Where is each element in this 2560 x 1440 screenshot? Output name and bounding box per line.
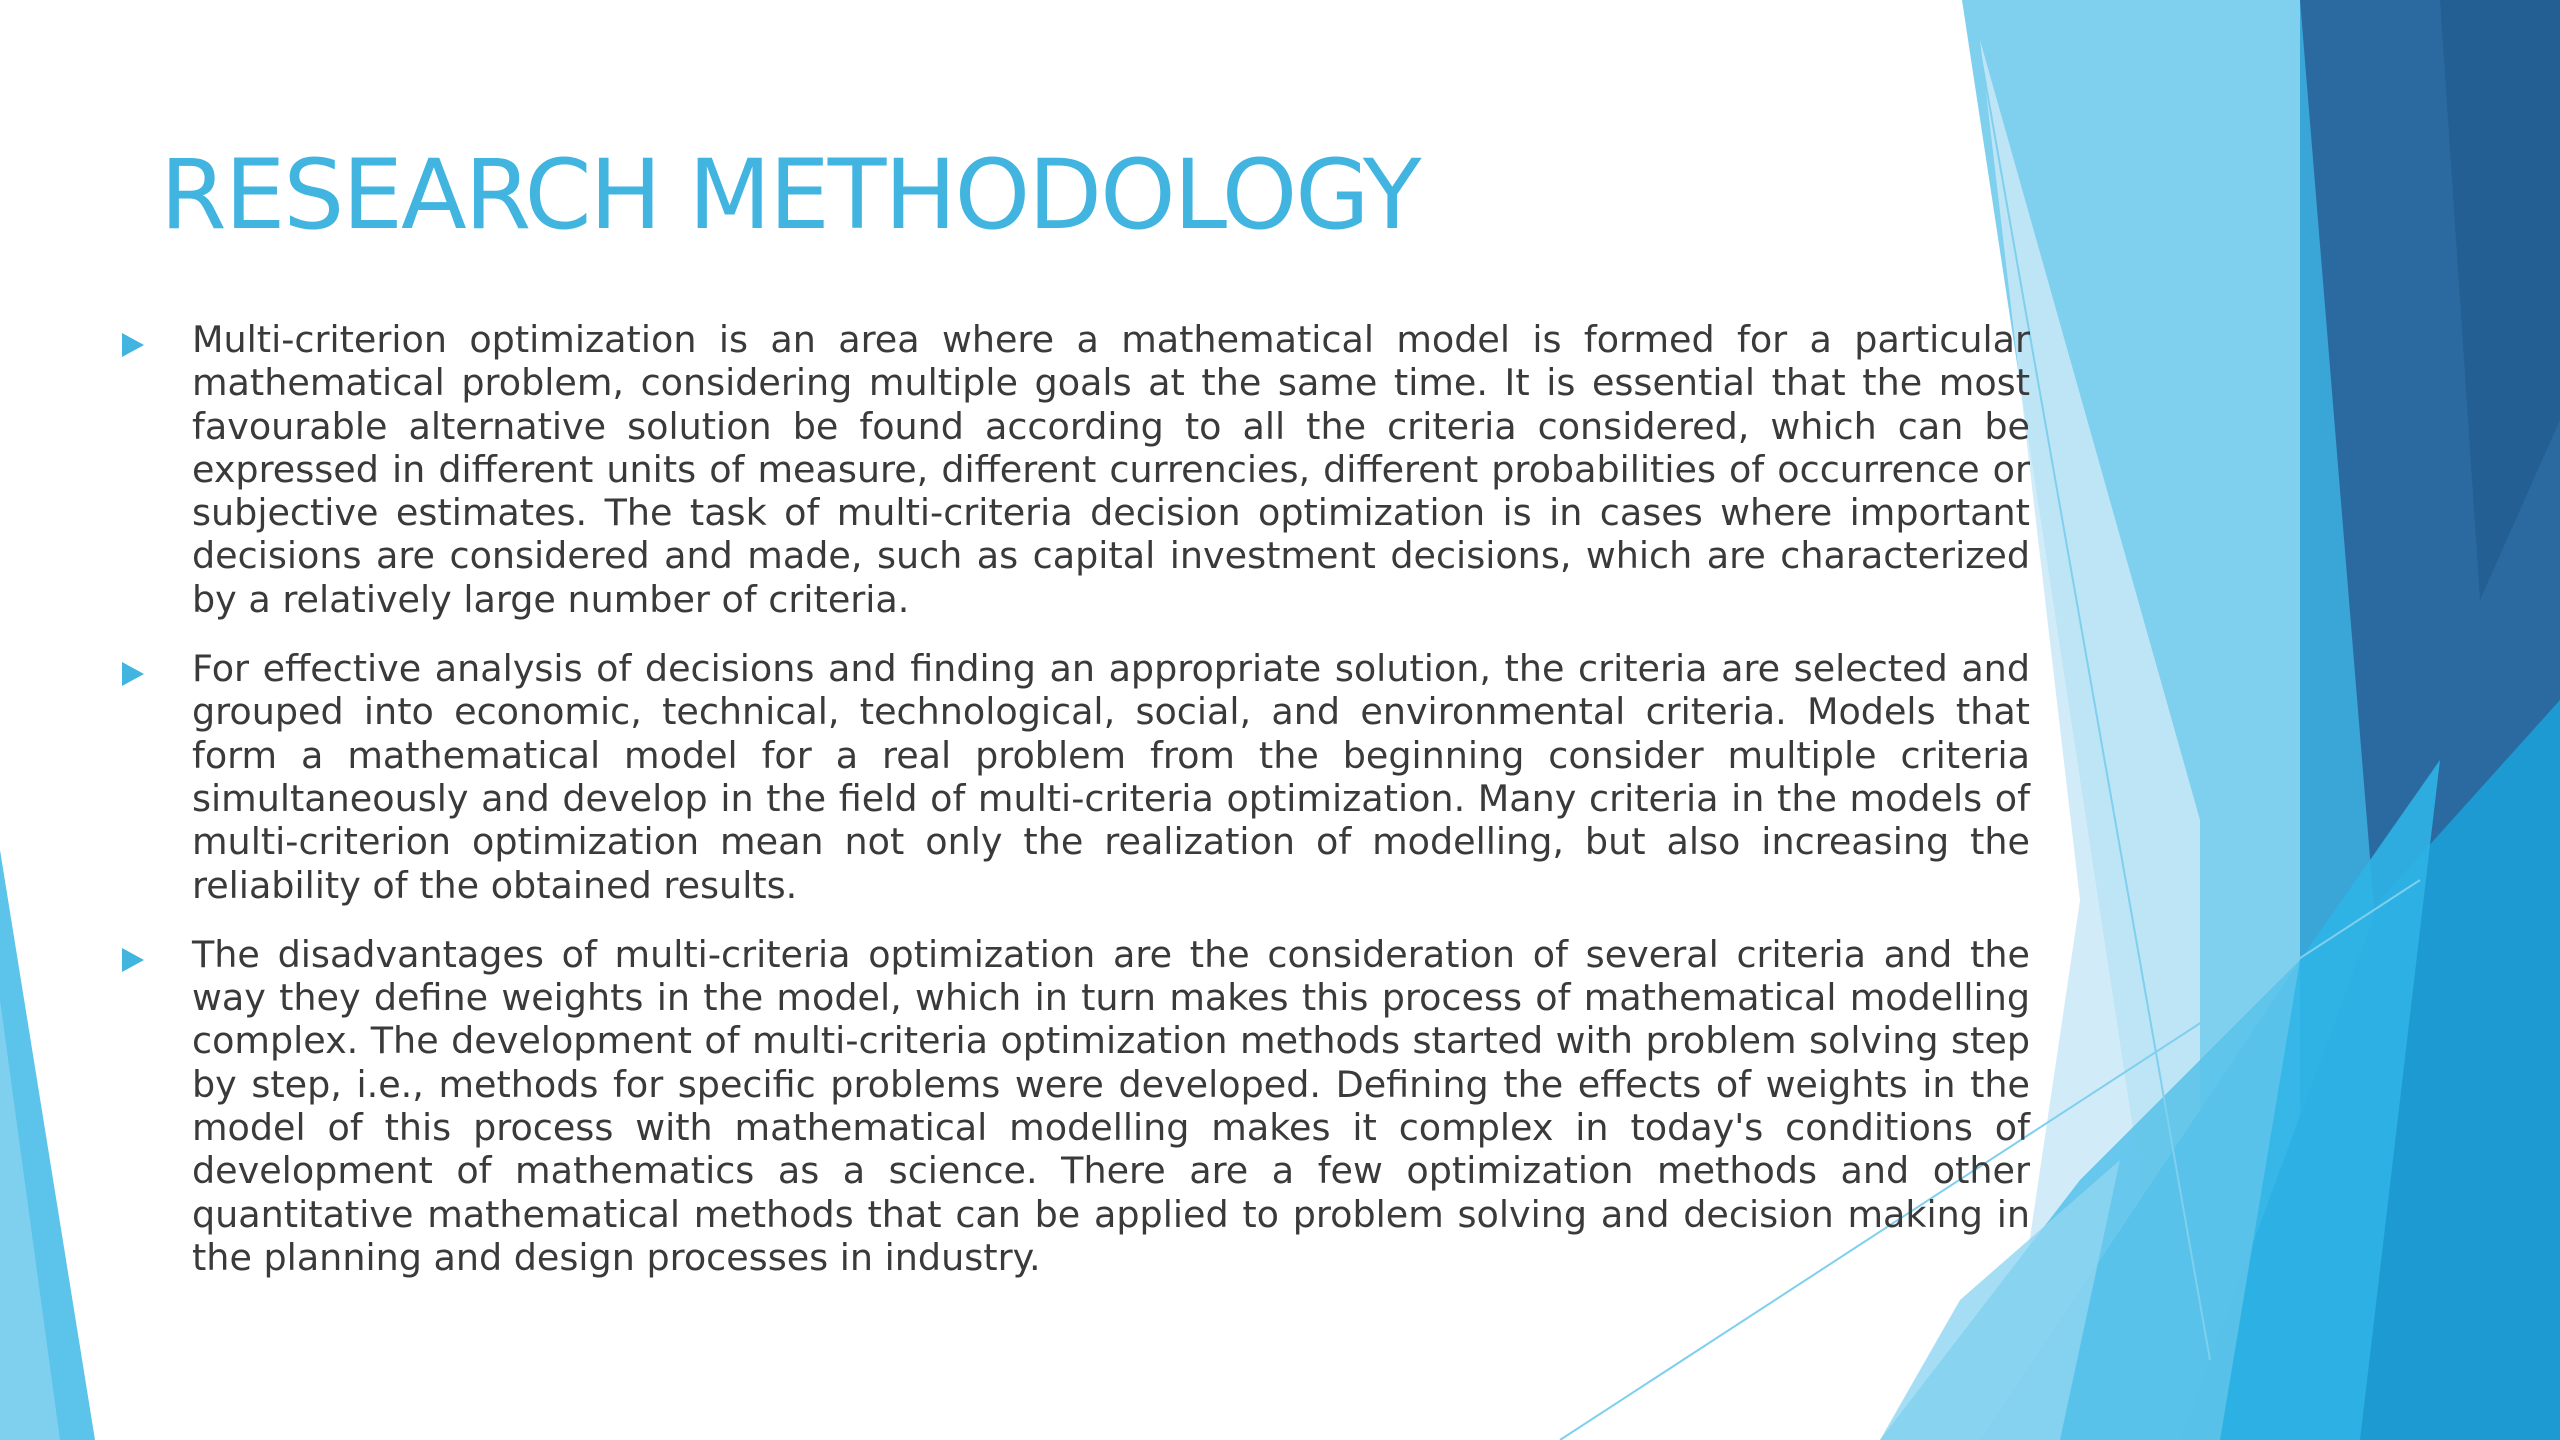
bullet-text: The disadvantages of multi-criteria optimization are the consideration of several criteria and the way they define weights in the model, which in turn makes this process of mathematical modelling complex. The development of multi-criteria optimization methods started with problem solving step by step, i.e., methods for specific problems were developed. Defining the effects of weights in the model of this process with mathematical modelling makes it complex in today's conditions of development of mathematics as a science. There are a few optimization methods and other quantitative mathematical methods that can be applied to problem solving and decision making in the planning and design processes in industry.	[192, 932, 2030, 1279]
bullet-text: For effective analysis of decisions and finding an appropriate solution, the criteria are selected and grouped into economic, technical, technological, social, and environmental criteria. Models that form a mathematical model for a real problem from the beginning consider multiple criteria simultaneously and develop in the field of multi-criteria optimization. Many criteria in the models of multi-criterion optimization mean not only the realization of modelling, but also increasing the reliability of the obtained results.	[192, 647, 2030, 907]
bullet-item	[118, 318, 2030, 621]
bullet-item	[118, 647, 2030, 907]
triangle-right-icon	[122, 662, 144, 686]
triangle-right-icon	[122, 333, 144, 357]
bullet-item	[118, 933, 2030, 1279]
triangle-right-icon	[122, 948, 144, 972]
bullet-list	[118, 318, 2030, 1305]
slide-title: RESEARCH METHODOLOGY	[160, 139, 1420, 251]
bullet-text: Multi-criterion optimization is an area where a mathematical model is formed for a particular mathematical problem, considering multiple goals at the same time. It is essential that the most favourable alternative solution be found according to all the criteria considered, which can be expressed in different units of measure, different currencies, different probabilities of occurrence or subjective estimates. The task of multi-criteria decision optimization is in cases where important decisions are considered and made, such as capital investment decisions, which are characterized by a relatively large number of criteria.	[192, 318, 2030, 621]
